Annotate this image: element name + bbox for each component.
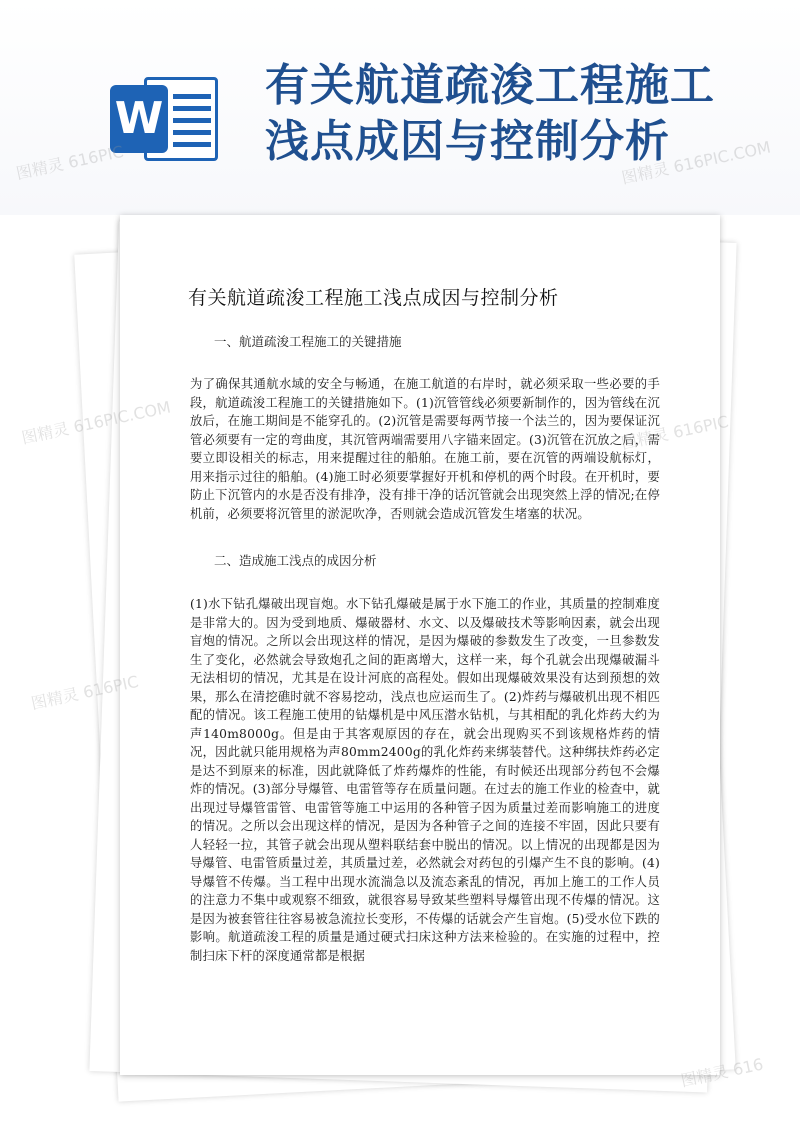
watermark: 图精灵 616PIC [619,411,731,454]
word-logo-letter: W [110,85,168,153]
watermark: 图精灵 616PIC [29,671,141,714]
section2-body: (1)水下钻孔爆破出现盲炮。水下钻孔爆破是属于水下施工的作业，其质量的控制难度是非常大的。因为受到地质、爆破器材、水文、以及爆破技术等影响因素，就会出现盲炮的情况。之所以会出现这样的情况，是因为爆破的参数发生了改变，一旦参数发生了变化，必然就会导致炮孔之间的距离增大，这样一来，每个孔就会出现爆破漏斗无法相切的情况，尤其是在设计河底的高程处。假如出现爆破效果没有达到预想的效果，那么在清挖礁时就不容易挖动，浅点也应运而生了。(2)炸药与爆破机出现不相匹配的情况。该工程施工使用的钻爆机是中风压潜水钻机，与其相配的乳化炸药大约为声140m8000g。但是由于其客观原因的存在，就会出现购买不到该规格炸药的情况，因此就只能用规格为声80mm2400g的乳化炸药来绑装替代。这种绑扶炸药必定是达不到原来的标准，因此就降低了炸药爆炸的性能，有时候还出现部分药包不会爆炸的情况。(3)部分导爆管、电雷管等存在质量问题。在过去的施工作业的检查中，就出现过导爆管雷管、电雷管等施工中运用的各种管子因为质量过差而影响施工的进度的情况。之所以会出现这样的情况，是因为各种管子之间的连接不牢固，因此只要有人轻轻一拉，其管子就会出现从塑料联结套中脱出的情况。以上情况的出现都是因为导爆管、电雷管质量过差，其质量过差，必然就会对药包的引爆产生不良的影响。(4)导爆管不传爆。当工程中出现水流湍急以及流态紊乱的情况，再加上施工的工作人员的注意力不集中或观察不细致，就很容易导致某些塑料导爆管出现不传爆的情况。这是因为被套管往往容易被急流拉长变形，不传爆的话就会产生盲炮。(5)受水位下跌的影响。航道疏浚工程的质量是通过硬式扫床这种方法来检验的。在实施的过程中，控制扫床下杆的深度通常都是根据 [190,597,660,963]
watermark: 图精灵 616PIC [14,141,126,184]
section1-body: 为了确保其通航水域的安全与畅通，在施工航道的右岸时，就必须采取一些必要的手段，航道疏浚工程施工的关键措施如下。(1)沉管管线必须要新制作的，因为管线在沉放后，在施工期间是不能穿孔的。(2)沉管是需要每两节接一个法兰的，因为要保证沉管必须要有一定的弯曲度，其沉管两端需要用八字锚来固定。(3)沉管在沉放之后，需要立即设相关的标志，用来提醒过往的船舶。在施工前，要在沉管的两端设航标灯，用来指示过往的船舶。(4)施工时必须要掌握好开机和停机的两个时段。在开机时，要防止下沉管内的水是否没有排净，没有排干净的话沉管就会出现突然上浮的情况;在停机前，必须要将沉管里的淤泥吹净，否则就会造成沉管发生堵塞的状况。 [190,377,660,521]
banner [0,0,800,215]
banner-title-line2: 浅点成因与控制分析 [265,116,670,167]
watermark: 图精灵 616PIC.COM [19,397,173,448]
word-icon [110,75,220,163]
banner-title [265,58,765,170]
watermark: 图精灵 616PIC.COM [619,137,773,188]
document-page [120,215,720,1075]
section2-heading: 二、造成施工浅点的成因分析 [214,553,377,568]
document-title: 有关航道疏浚工程施工浅点成因与控制分析 [188,287,559,309]
section1-heading: 一、航道疏浚工程施工的关键措施 [214,334,402,349]
banner-title-line1: 有关航道疏浚工程施工 [265,60,715,111]
watermark: 图精灵 616 [679,1054,765,1091]
